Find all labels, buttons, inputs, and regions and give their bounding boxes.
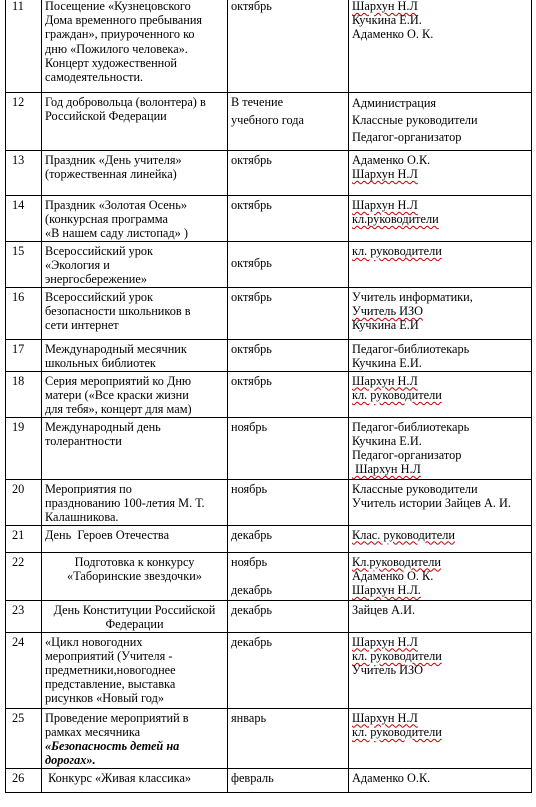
event-cell bbox=[42, 242, 228, 288]
table-row bbox=[6, 371, 532, 417]
event-line: (торжественная линейка) bbox=[45, 167, 177, 182]
date-line: ноябрь bbox=[231, 419, 268, 434]
responsible-line: кл. руководители bbox=[352, 648, 442, 663]
date-line bbox=[231, 569, 345, 583]
responsible-cell bbox=[349, 196, 532, 242]
table-row bbox=[6, 479, 532, 525]
responsible-line: Адаменко О.К. bbox=[352, 153, 431, 167]
event-cell bbox=[42, 479, 228, 525]
event-cell bbox=[42, 708, 228, 768]
responsible-line: Педагог-организатор bbox=[352, 448, 462, 463]
responsible-line: Адаменко О. К. bbox=[352, 568, 434, 583]
event-line: Международный день bbox=[45, 419, 161, 434]
event-line: матери («Все краски жизни bbox=[45, 387, 189, 402]
event-line: рамках месячника bbox=[45, 724, 141, 739]
date-line: октябрь bbox=[231, 373, 272, 388]
event-cell bbox=[42, 768, 228, 792]
responsible-line: Администрация bbox=[352, 96, 437, 110]
date-line: ноябрь bbox=[231, 481, 268, 496]
event-line: сети интернет bbox=[45, 318, 119, 333]
event-line: Праздник «День учителя» bbox=[45, 153, 182, 167]
responsible-cell bbox=[349, 768, 532, 792]
event-line: Калашникова. bbox=[45, 510, 119, 525]
event-line: Конкурс «Живая классика» bbox=[45, 770, 192, 785]
responsible-line: Кл.руководители bbox=[352, 554, 441, 569]
responsible-cell bbox=[349, 93, 532, 151]
event-line: представление, выставка bbox=[45, 677, 176, 692]
row-number: 12 bbox=[6, 93, 42, 151]
event-line: Всероссийский урок bbox=[45, 244, 154, 258]
event-cell bbox=[42, 0, 228, 93]
responsible-cell bbox=[349, 0, 532, 93]
responsible-line: Шархун Н.Л bbox=[352, 167, 418, 182]
event-line: «Экология и bbox=[45, 258, 110, 273]
event-line: энергосбережение» bbox=[45, 272, 147, 287]
row-number: 21 bbox=[6, 525, 42, 552]
responsible-line: кл.руководители bbox=[352, 212, 439, 227]
event-cell bbox=[42, 151, 228, 196]
date-line: учебного года bbox=[231, 113, 304, 128]
responsible-cell bbox=[349, 287, 532, 339]
table-row bbox=[6, 552, 532, 600]
event-line: Концерт художественной bbox=[45, 55, 177, 70]
event-line: дорогах». bbox=[45, 753, 96, 768]
date-cell bbox=[228, 479, 349, 525]
date-line: В течение bbox=[231, 95, 284, 109]
event-cell bbox=[42, 339, 228, 371]
responsible-cell bbox=[349, 479, 532, 525]
date-line: декабрь bbox=[231, 527, 272, 542]
date-line: декабрь bbox=[231, 634, 272, 649]
date-line: ноябрь bbox=[231, 554, 268, 569]
responsible-cell bbox=[349, 151, 532, 196]
event-cell bbox=[42, 196, 228, 242]
row-number: 23 bbox=[6, 600, 42, 632]
row-number: 14 bbox=[6, 196, 42, 242]
responsible-line: Адаменко О.К. bbox=[352, 770, 431, 785]
table-row bbox=[6, 708, 532, 768]
event-cell bbox=[42, 552, 228, 600]
responsible-line: Кучкина Е.И. bbox=[352, 433, 422, 448]
row-number: 20 bbox=[6, 479, 42, 525]
row-number: 26 bbox=[6, 768, 42, 792]
date-cell bbox=[228, 600, 349, 632]
responsible-line: Учитель истории Зайцев А. И. bbox=[352, 495, 512, 510]
date-line: декабрь bbox=[231, 583, 272, 598]
responsible-line: кл. руководители bbox=[352, 244, 442, 258]
date-cell bbox=[228, 525, 349, 552]
responsible-line: кл. руководители bbox=[352, 387, 442, 402]
responsible-line: Учитель информатики, bbox=[352, 289, 473, 304]
event-line: Посещение «Кузнецовского bbox=[45, 0, 191, 13]
responsible-line: Классные руководители bbox=[352, 481, 478, 496]
responsible-cell bbox=[349, 525, 532, 552]
event-line: Проведение мероприятий в bbox=[45, 710, 189, 725]
date-cell bbox=[228, 0, 349, 93]
responsible-cell bbox=[349, 417, 532, 479]
responsible-line: Клас. руководители bbox=[352, 527, 455, 542]
date-cell bbox=[228, 242, 349, 288]
event-cell bbox=[42, 417, 228, 479]
event-line: Дома временного пребывания bbox=[45, 13, 203, 28]
event-cell bbox=[42, 525, 228, 552]
responsible-cell bbox=[349, 242, 532, 288]
table-row bbox=[6, 525, 532, 552]
event-line: Серия мероприятий ко Дню bbox=[45, 373, 192, 388]
events-plan-table bbox=[5, 0, 532, 793]
responsible-line: Классные руководители bbox=[352, 113, 478, 127]
row-number: 18 bbox=[6, 371, 42, 417]
date-line: октябрь bbox=[231, 256, 272, 270]
event-line: граждан», приуроченного ко bbox=[45, 27, 195, 42]
row-number: 13 bbox=[6, 151, 42, 196]
event-line: Федерации bbox=[105, 616, 164, 631]
responsible-line: Шархун Н.Л bbox=[352, 634, 418, 649]
date-line: январь bbox=[231, 710, 267, 725]
event-line: рисунков «Новый год» bbox=[45, 691, 164, 706]
responsible-cell bbox=[349, 632, 532, 708]
event-cell bbox=[42, 600, 228, 632]
event-line: Праздник «Золотая Осень» bbox=[45, 198, 188, 212]
event-cell bbox=[42, 371, 228, 417]
table-row bbox=[6, 768, 532, 792]
event-line: День Конституции Российской bbox=[53, 602, 216, 617]
event-line: празднованию 100-летия М. Т. bbox=[45, 495, 205, 510]
date-line: февраль bbox=[231, 770, 274, 785]
event-line: школьных библиотек bbox=[45, 355, 156, 370]
responsible-line: Шархун Н.Л bbox=[352, 710, 418, 725]
responsible-line: Учитель ИЗО bbox=[352, 303, 424, 318]
table-row bbox=[6, 196, 532, 242]
event-line: «Таборинские звездочки» bbox=[67, 568, 202, 583]
date-line: октябрь bbox=[231, 198, 272, 212]
table-row bbox=[6, 93, 532, 151]
date-line: октябрь bbox=[231, 341, 272, 356]
responsible-cell bbox=[349, 600, 532, 632]
event-line: предметники,новогоднее bbox=[45, 663, 176, 678]
event-line: Подготовка к конкурсу bbox=[74, 554, 195, 569]
date-cell bbox=[228, 151, 349, 196]
table-row bbox=[6, 151, 532, 196]
responsible-line: Шархун Н.Л bbox=[352, 0, 418, 13]
table-row bbox=[6, 242, 532, 288]
event-line: День Героев Отечества bbox=[45, 527, 170, 542]
date-cell bbox=[228, 552, 349, 600]
date-cell bbox=[228, 287, 349, 339]
responsible-line: Шархун Н.Л bbox=[352, 373, 418, 388]
event-line: Мероприятия по bbox=[45, 481, 132, 496]
table-row bbox=[6, 287, 532, 339]
table-row bbox=[6, 417, 532, 479]
table-row bbox=[6, 600, 532, 632]
event-cell bbox=[42, 93, 228, 151]
responsible-line: Адаменко О. К. bbox=[352, 27, 434, 42]
responsible-line: Педагог-организатор bbox=[352, 130, 462, 144]
event-line: толерантности bbox=[45, 433, 122, 448]
event-line: «Безопасность детей на bbox=[45, 739, 180, 754]
date-cell bbox=[228, 196, 349, 242]
date-cell bbox=[228, 339, 349, 371]
event-line: мероприятий (Учителя - bbox=[45, 648, 173, 663]
responsible-line: Зайцев А.И. bbox=[352, 602, 416, 617]
event-line: для тебя», концерт для мам) bbox=[45, 402, 192, 417]
event-line: дню «Пожилого человека». bbox=[45, 41, 188, 56]
responsible-line: Кучкина Е.И. bbox=[352, 13, 422, 28]
responsible-line: Учитель ИЗО bbox=[352, 663, 424, 678]
table-row bbox=[6, 632, 532, 708]
responsible-cell bbox=[349, 371, 532, 417]
event-line: Российской Федерации bbox=[45, 109, 167, 124]
row-number: 24 bbox=[6, 632, 42, 708]
responsible-cell bbox=[349, 708, 532, 768]
date-cell bbox=[228, 417, 349, 479]
responsible-line: Педагог-библиотекарь bbox=[352, 341, 470, 356]
date-line: октябрь bbox=[231, 153, 272, 167]
responsible-line: Шархун Н.Л bbox=[352, 198, 418, 212]
table-row bbox=[6, 339, 532, 371]
row-number: 16 bbox=[6, 287, 42, 339]
row-number: 25 bbox=[6, 708, 42, 768]
event-line: самодеятельности. bbox=[45, 70, 144, 85]
table-row bbox=[6, 0, 532, 93]
event-line: Год добровольца (волонтера) в bbox=[45, 95, 206, 109]
date-cell bbox=[228, 708, 349, 768]
event-line: «В нашем саду листопад» ) bbox=[45, 226, 188, 241]
date-line: декабрь bbox=[231, 602, 272, 617]
row-number: 15 bbox=[6, 242, 42, 288]
date-cell bbox=[228, 768, 349, 792]
row-number: 22 bbox=[6, 552, 42, 600]
responsible-line: Шархун Н.Л bbox=[352, 462, 421, 477]
responsible-line: кл. руководители bbox=[352, 724, 442, 739]
responsible-line: Педагог-библиотекарь bbox=[352, 419, 470, 434]
event-cell bbox=[42, 287, 228, 339]
date-cell bbox=[228, 632, 349, 708]
event-line: (конкурсная программа bbox=[45, 212, 168, 227]
responsible-cell bbox=[349, 339, 532, 371]
event-line: Всероссийский урок bbox=[45, 289, 154, 304]
date-cell bbox=[228, 371, 349, 417]
row-number: 17 bbox=[6, 339, 42, 371]
date-line: октябрь bbox=[231, 0, 272, 13]
event-line: Международный месячник bbox=[45, 341, 187, 356]
responsible-line: Кучкина Е.И. bbox=[352, 355, 422, 370]
responsible-cell bbox=[349, 552, 532, 600]
event-line: «Цикл новогодних bbox=[45, 634, 143, 649]
responsible-line: Шархун Н.Л. bbox=[352, 583, 421, 598]
date-line: октябрь bbox=[231, 289, 272, 304]
row-number: 11 bbox=[6, 0, 42, 93]
responsible-line: Кучкина Е.И bbox=[352, 318, 419, 333]
event-cell bbox=[42, 632, 228, 708]
event-line: безопасности школьников в bbox=[45, 303, 191, 318]
row-number: 19 bbox=[6, 417, 42, 479]
date-cell bbox=[228, 93, 349, 151]
